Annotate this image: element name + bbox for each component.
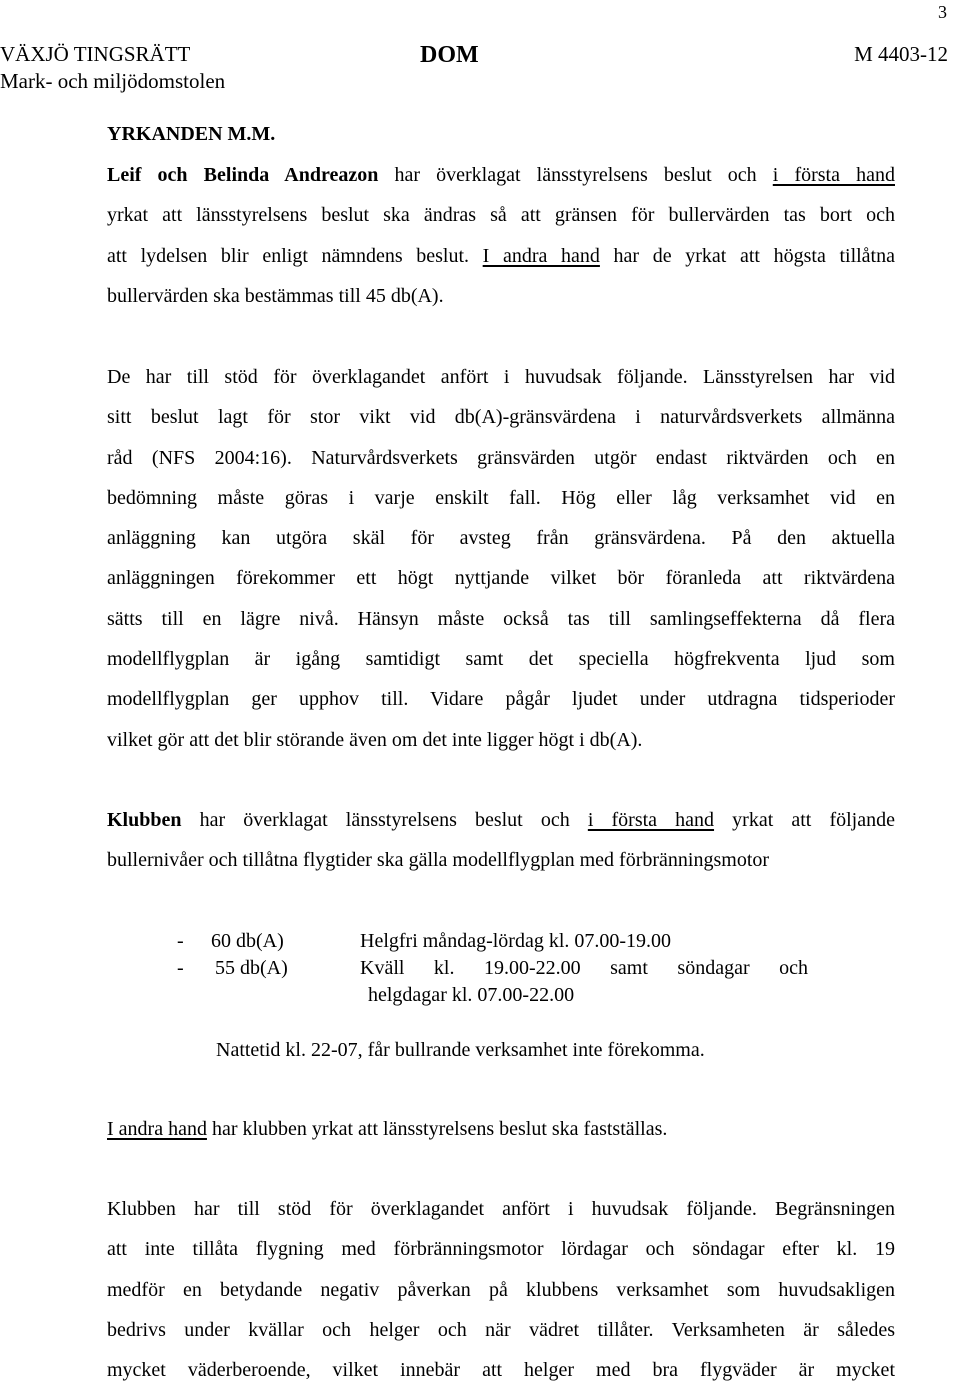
noise-level: 60 db(A) [211,930,284,952]
case-number: M 4403-12 [854,42,948,66]
time-period: Kväll kl. 19.00-22.00 samt söndagar och [360,957,808,979]
text-line: anläggningen förekommer ett högt nyttjande vilket bör föranleda att riktvärdena [107,567,895,590]
text-line: Leif och Belinda Andreazon har överklagat länsstyrelsens beslut och i första hand [107,164,895,186]
text-line: bedömning måste göras i varje enskilt fall. Hög eller låg verksamhet vid en [107,486,895,509]
text-line: bullervärden ska bestämmas till 45 db(A). [107,284,444,307]
text-line: bedrivs under kvällar och helger och när vädret tillåter. Verksamheten är således [107,1318,895,1341]
document-type: DOM [420,42,479,68]
emphasis-second-hand: I andra hand [482,244,600,267]
text-line: råd (NFS 2004:16). Naturvårdsverkets gränsvärden utgör endast riktvärden och en [107,446,895,469]
paragraph-appellants-claims [107,155,895,316]
text-line: Klubben har till stöd för överklagandet anfört i huvudsak följande. Begränsningen [107,1198,895,1220]
time-period: Helgfri måndag-lördag kl. 07.00-19.00 [360,930,672,952]
list-dash: - [177,957,184,979]
text-line: medför en betydande negativ påverkan på klubbens verksamhet som huvudsakligen [107,1278,895,1301]
text-line: vilket gör att det blir störande även om det inte ligger högt i db(A). [107,728,643,751]
text-line: att lydelsen blir enligt nämndens beslut. I andra hand har de yrkat att högsta tillåtna [107,244,895,267]
section-heading: YRKANDEN M.M. [107,123,276,145]
party-name: Leif och Belinda Andreazon [107,164,379,186]
emphasis-first-hand: i första hand [587,809,715,831]
emphasis-second-hand: I andra hand [107,1118,207,1140]
text-line: mycket väderberoende, vilket innebär att helger med bra flygväder är mycket [107,1359,895,1382]
text-line: bullernivåer och tillåtna flygtider ska gälla modellflygplan med förbränningsmotor [107,849,770,872]
text-line: att inte tillåta flygning med förbränningsmotor lördagar och söndagar efter kl. 19 [107,1238,895,1261]
text-line: sitt beslut lagt för stor vikt vid db(A)-gränsvärdena i naturvårdsverkets allmänna [107,406,895,429]
text-line: yrkat att länsstyrelsens beslut ska ändras så att gränsen för bullervärden tas bort och [107,204,895,227]
emphasis-first-hand: i första hand [772,164,895,186]
paragraph-club-second-claim [107,1109,895,1149]
paragraph-club-claims [107,800,895,881]
page-number: 3 [938,2,947,22]
court-name: VÄXJÖ TINGSRÄTT [0,42,191,66]
night-restriction: Nattetid kl. 22-07, får bullrande verksamhet inte förekomma. [216,1039,705,1061]
court-division: Mark- och miljödomstolen [0,69,226,93]
text-line: De har till stöd för överklagandet anfört i huvudsak följande. Länsstyrelsen har vid [107,366,895,388]
text-line: Klubben har överklagat länsstyrelsens beslut och i första hand yrkat att följande [107,809,895,831]
noise-level: 55 db(A) [215,957,288,979]
party-name: Klubben [107,809,182,831]
time-period-continued: helgdagar kl. 07.00-22.00 [368,984,575,1006]
list-dash: - [177,930,184,952]
text-line: modellflygplan är igång samtidigt samt det speciella högfrekventa ljud som [107,648,895,671]
paragraph-club-grounds [107,1189,895,1390]
paragraph-appellants-grounds [107,357,895,760]
text-line: I andra hand har klubben yrkat att länsstyrelsens beslut ska fastställas. [107,1118,668,1140]
text-line: modellflygplan ger upphov till. Vidare pågår ljudet under utdragna tidsperioder [107,688,895,711]
text-line: anläggning kan utgöra skäl för avsteg från gränsvärdena. På den aktuella [107,527,895,550]
text-line: sätts till en lägre nivå. Hänsyn måste också tas till samlingseffekterna då flera [107,607,895,630]
